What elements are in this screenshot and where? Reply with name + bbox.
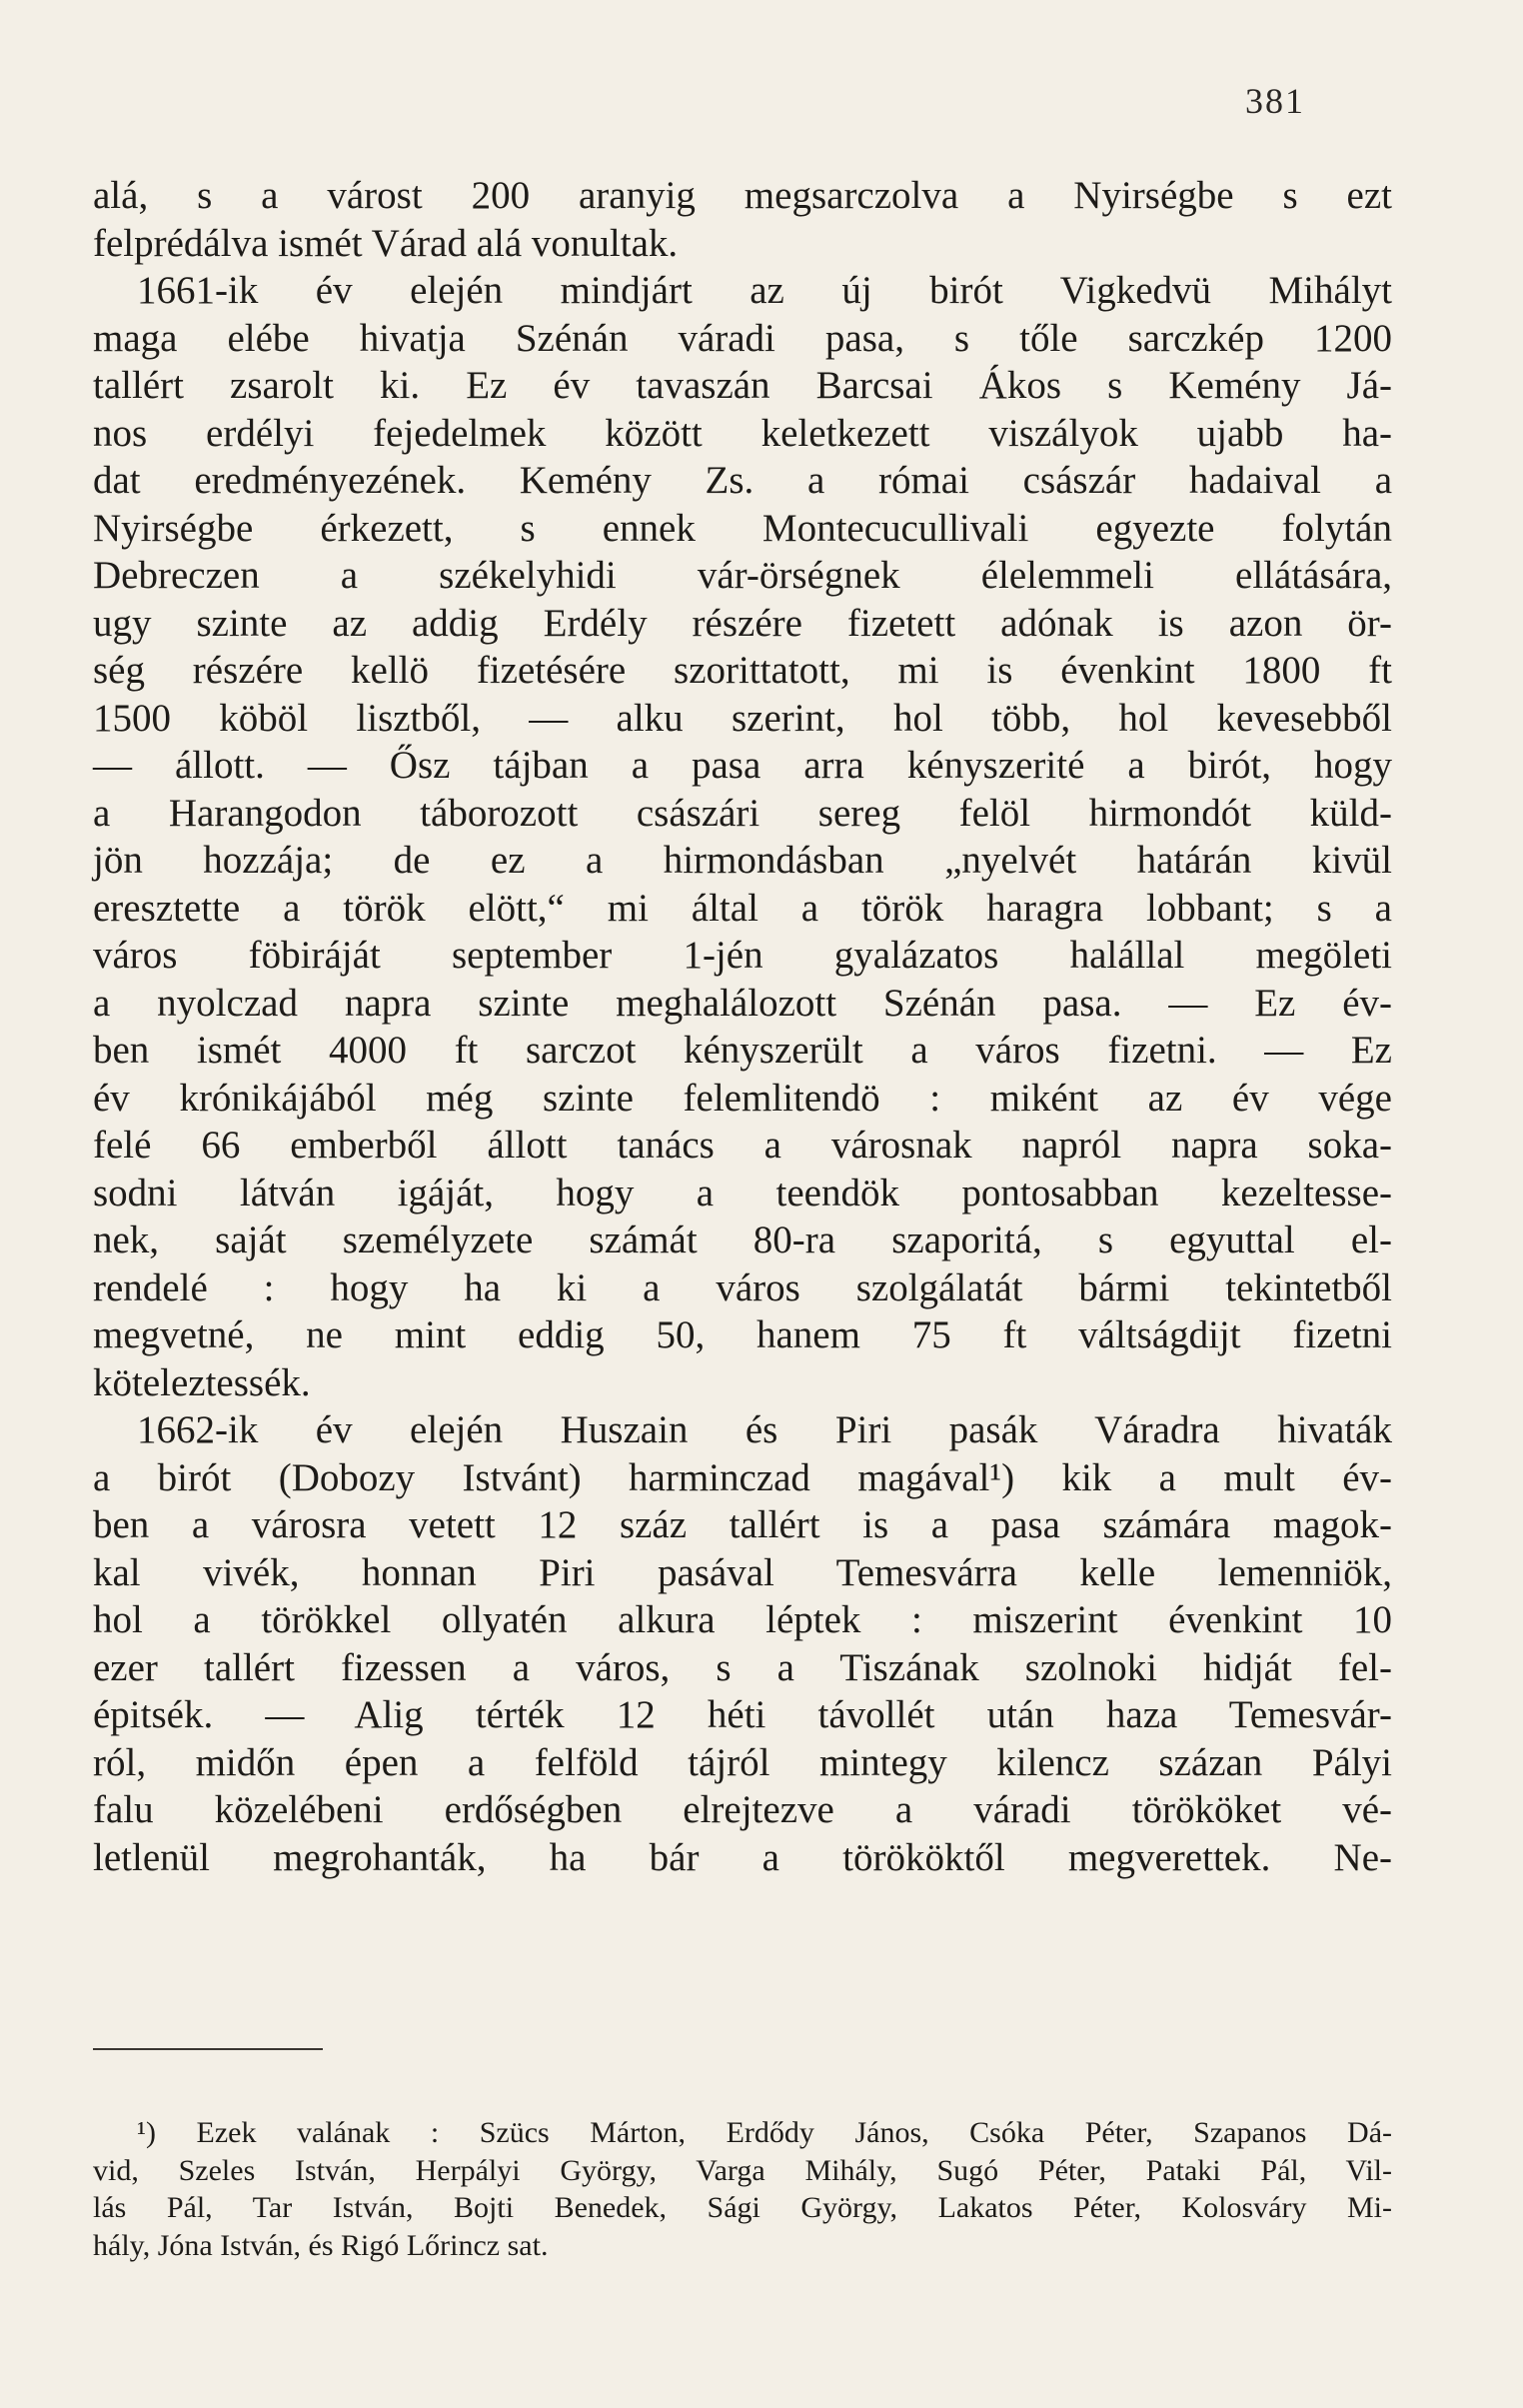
text-line: letlenül megrohanták, ha bár a törököktől megverettek. Ne- <box>93 1835 1392 1879</box>
text-line: jön hozzája; de ez a hirmondásban „nyelvét határán kivül <box>93 839 1392 882</box>
text-line: ezer tallért fizessen a város, s a Tiszának szolnoki hidját fel- <box>93 1645 1392 1689</box>
text-line: köteleztessék. <box>93 1360 311 1404</box>
text-line: felprédálva ismét Várad alá vonultak. <box>93 221 679 265</box>
text-line: maga elébe hivatja Szénán váradi pasa, s tőle sarczkép 1200 <box>93 316 1392 360</box>
text-line: sodni látván igáját, hogy a teendök pontosabban kezeltesse- <box>93 1171 1392 1214</box>
footnote-line: ¹) Ezek valának : Szücs Márton, Erdődy János, Csóka Péter, Szapanos Dá- <box>137 2116 1392 2149</box>
text-line: eresztette a török elött,“ mi által a török haragra lobbant; s a <box>93 886 1392 930</box>
text-line: ugy szinte az addig Erdély részére fizetett adónak is azon ör- <box>93 601 1392 645</box>
text-line: 1662-ik év elején Huszain és Piri pasák Váradra hivaták <box>137 1408 1392 1451</box>
footnote-divider <box>93 2048 323 2050</box>
text-line: épitsék. — Alig térték 12 héti távollét után haza Temesvár- <box>93 1693 1392 1736</box>
text-line: a birót (Dobozy Istvánt) harminczad magával¹) kik a mult év- <box>93 1455 1392 1499</box>
footnote-line: lás Pál, Tar István, Bojti Benedek, Sági György, Lakatos Péter, Kolosváry Mi- <box>93 2191 1392 2224</box>
text-line: ben ismét 4000 ft sarczot kényszerült a város fizetni. — Ez <box>93 1029 1392 1072</box>
text-line: — állott. — Ősz tájban a pasa arra kényszerité a birót, hogy <box>93 744 1392 787</box>
text-line: falu közelébeni erdőségben elrejtezve a váradi törököket vé- <box>93 1788 1392 1831</box>
main-text <box>93 172 1392 1881</box>
page-number: 381 <box>1245 81 1305 121</box>
text-line: város föbiráját september 1-jén gyalázatos halállal megöleti <box>93 934 1392 977</box>
text-line: a Harangodon táborozott császári sereg felöl hirmondót küld- <box>93 791 1392 835</box>
text-line: hol a törökkel ollyatén alkura léptek : miszerint évenkint 10 <box>93 1598 1392 1641</box>
text-line: felé 66 emberből állott tanács a városnak napról napra soka- <box>93 1124 1392 1167</box>
text-line: megvetné, ne mint eddig 50, hanem 75 ft váltságdijt fizetni <box>93 1313 1392 1356</box>
footnote-line: hály, Jóna István, és Rigó Lőrincz sat. <box>93 2228 549 2262</box>
text-line: ról, midőn épen a felföld tájról mintegy kilencz százan Pályi <box>93 1740 1392 1784</box>
text-line: Debreczen a székelyhidi vár-örségnek élelemmeli ellátására, <box>93 554 1392 597</box>
text-line: év krónikájából még szinte felemlitendö : miként az év vége <box>93 1076 1392 1120</box>
text-line: ség részére kellö fizetésére szorittatott, mi is évenkint 1800 ft <box>93 649 1392 692</box>
text-line: kal vivék, honnan Piri pasával Temesvárra kelle lemenniök, <box>93 1550 1392 1594</box>
text-line: ben a városra vetett 12 száz tallért is a pasa számára magok- <box>93 1503 1392 1546</box>
text-line: 1500 köböl lisztből, — alku szerint, hol több, hol kevesebből <box>93 696 1392 740</box>
text-line: Nyirségbe érkezett, s ennek Montecucullivali egyezte folytán <box>93 506 1392 550</box>
text-line: a nyolczad napra szinte meghalálozott Szénán pasa. — Ez év- <box>93 981 1392 1025</box>
text-line: alá, s a várost 200 aranyig megsarczolva a Nyirségbe s ezt <box>93 174 1392 217</box>
text-line: nos erdélyi fejedelmek között keletkezett viszályok ujabb ha- <box>93 411 1392 455</box>
footnote-line: vid, Szeles István, Herpályi György, Varga Mihály, Sugó Péter, Pataki Pál, Vil- <box>93 2153 1392 2187</box>
text-line: dat eredményezének. Kemény Zs. a római császár hadaival a <box>93 459 1392 502</box>
text-line: 1661-ik év elején mindjárt az új birót Vigkedvü Mihályt <box>137 269 1392 312</box>
text-line: nek, saját személyzete számát 80-ra szaporitá, s egyuttal el- <box>93 1218 1392 1261</box>
footnotes <box>93 2114 1392 2264</box>
text-line: rendelé : hogy ha ki a város szolgálatát bármi tekintetből <box>93 1265 1392 1309</box>
text-line: tallért zsarolt ki. Ez év tavaszán Barcsai Ákos s Kemény Já- <box>93 364 1392 407</box>
